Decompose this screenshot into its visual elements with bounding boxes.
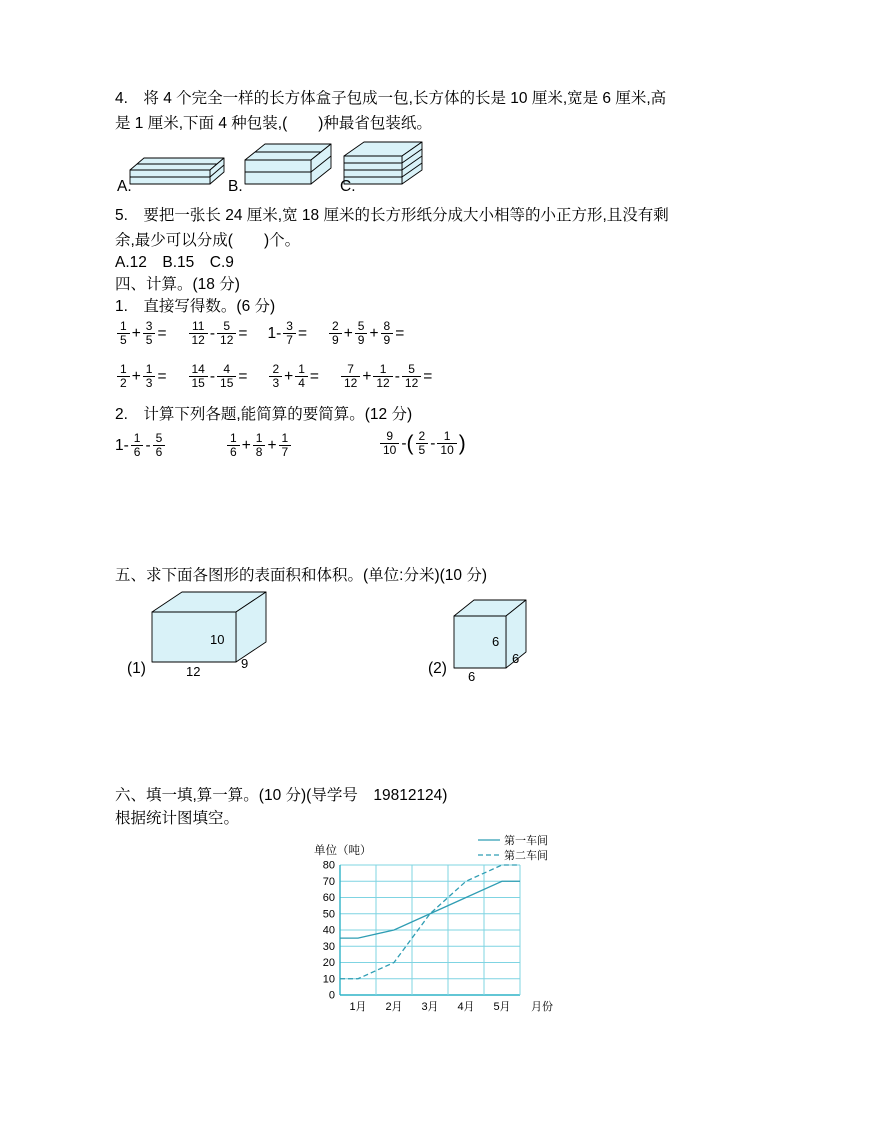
question-5-line-2: 余,最少可以分成( )个。	[115, 232, 301, 249]
question-5-options: A.12 B.15 C.9	[115, 254, 234, 271]
y-axis-tick-label: 20	[322, 957, 335, 969]
calc-expression: $\frac{14}{15}$ - $\frac{4}{15}$ =	[187, 363, 248, 390]
fraction: $\frac{2}{5}$	[416, 430, 429, 457]
x-axis-tick-label: 2月	[385, 1001, 403, 1013]
section-5-title: 五、求下面各图形的表面积和体积。(单位:分米)(10 分)	[115, 567, 488, 584]
package-label-b: B.	[228, 178, 243, 195]
calc-expression: $\frac{2}{3}$ + $\frac{1}{4}$ =	[267, 363, 319, 390]
fraction: $\frac{11}{12}$	[189, 320, 208, 347]
y-axis-tick-label: 10	[322, 973, 335, 986]
simplify-expression-2: $\frac{1}{6}$ + $\frac{1}{8}$ + $\frac{1}{7}$	[225, 432, 293, 459]
dimension-label-length: 12	[186, 664, 201, 679]
question-4-line-2: 是 1 厘米,下面 4 种包装,( )种最省包装纸。	[115, 115, 432, 132]
y-axis-tick-label: 30	[322, 940, 335, 953]
y-axis-tick-label: 50	[322, 908, 335, 921]
x-axis-tick-label: 3月	[421, 1001, 439, 1013]
x-axis-tick-label: 1月	[349, 1001, 367, 1013]
fraction: $\frac{5}{12}$	[217, 320, 236, 347]
package-label-a: A.	[117, 178, 132, 195]
question-4-line-1: 4. 将 4 个完全一样的长方体盒子包成一包,长方体的长是 10 厘米,宽是 6 厘米,高	[115, 90, 667, 107]
y-axis-unit-label: 单位（吨）	[314, 845, 372, 857]
y-axis-tick-label: 60	[322, 892, 335, 904]
statistics-line-chart	[312, 828, 612, 1028]
calc-expression: $\frac{7}{12}$ + $\frac{1}{12}$ - $\frac{5}{12}$ =	[339, 363, 432, 390]
fraction: $\frac{1}{2}$	[117, 363, 130, 390]
fraction: $\frac{1}{5}$	[117, 320, 130, 347]
calc-expression: $\frac{1}{5}$ + $\frac{3}{5}$ =	[115, 320, 167, 347]
legend-label: 第一车间	[504, 835, 548, 847]
figure-2-label: (2)	[428, 660, 447, 677]
y-axis-tick-label: 0	[328, 989, 335, 1002]
fraction: $\frac{8}{9}$	[381, 320, 394, 347]
section-4-sub-2: 2. 计算下列各题,能简算的要简算。(12 分)	[115, 406, 413, 423]
fraction: $\frac{1}{6}$	[131, 432, 144, 459]
fraction: $\frac{1}{10}$	[437, 430, 456, 457]
x-axis-tick-label: 5月	[493, 1001, 511, 1013]
y-axis-tick-label: 40	[322, 924, 335, 937]
fraction: $\frac{5}{12}$	[402, 363, 421, 390]
fraction: $\frac{2}{9}$	[329, 320, 342, 347]
fraction: $\frac{14}{15}$	[189, 363, 208, 390]
fraction: $\frac{1}{7}$	[279, 432, 292, 459]
x-axis-tick-label: 4月	[457, 1001, 475, 1013]
package-label-c: C.	[340, 178, 356, 195]
dimension-label-length: 6	[468, 669, 476, 684]
legend-label: 第二车间	[504, 850, 548, 862]
calc-expression: $\frac{1}{2}$ + $\frac{1}{3}$ =	[115, 363, 167, 390]
fraction: $\frac{3}{7}$	[283, 320, 296, 347]
section-6-subtitle: 根据统计图填空。	[115, 810, 240, 827]
fraction: $\frac{1}{4}$	[295, 363, 308, 390]
y-axis-tick-label: 70	[322, 875, 335, 888]
fraction: $\frac{1}{3}$	[143, 363, 156, 390]
cube-figure-2	[450, 594, 545, 684]
x-axis-title: 月份	[531, 1001, 553, 1013]
dimension-label-width: 9	[241, 656, 249, 671]
section-4-sub-1: 1. 直接写得数。(6 分)	[115, 298, 276, 315]
section-6-title: 六、填一填,算一算。(10 分)(导学号 19812124)	[115, 787, 448, 804]
fraction: $\frac{5}{9}$	[355, 320, 368, 347]
simplify-expression-3: $\frac{9}{10}$ - ( $\frac{2}{5}$ - $\frac{1}{10}$ )	[378, 430, 466, 457]
y-axis-tick-label: 80	[322, 859, 335, 872]
dimension-label-height: 10	[210, 632, 225, 647]
section-4-title: 四、计算。(18 分)	[115, 276, 240, 293]
fraction: $\frac{2}{3}$	[269, 363, 282, 390]
fraction: $\frac{9}{10}$	[380, 430, 399, 457]
direct-calc-row-2	[115, 363, 432, 390]
fraction: $\frac{5}{6}$	[153, 432, 166, 459]
calc-expression: $\frac{2}{9}$ + $\frac{5}{9}$ + $\frac{8}{9}$ =	[327, 320, 404, 347]
figure-1-label: (1)	[127, 660, 146, 677]
fraction: $\frac{4}{15}$	[217, 363, 236, 390]
fraction: $\frac{1}{12}$	[373, 363, 392, 390]
calc-expression: 1 - $\frac{3}{7}$ =	[267, 319, 307, 348]
direct-calc-row-1	[115, 320, 404, 347]
fraction: $\frac{3}{5}$	[143, 320, 156, 347]
fraction: $\frac{1}{8}$	[253, 432, 266, 459]
package-figure-b	[243, 138, 335, 190]
simplify-expression-1: 1 - $\frac{1}{6}$ - $\frac{5}{6}$	[115, 432, 167, 459]
dimension-label-height: 6	[492, 634, 500, 649]
question-5-line-1: 5. 要把一张长 24 厘米,宽 18 厘米的长方形纸分成大小相等的小正方形,且没有剩	[115, 207, 669, 224]
calc-expression: $\frac{11}{12}$ - $\frac{5}{12}$ =	[187, 320, 248, 347]
cuboid-figure-1	[148, 586, 278, 681]
fraction: $\frac{7}{12}$	[341, 363, 360, 390]
chart-container	[312, 828, 612, 1028]
fraction: $\frac{1}{6}$	[227, 432, 240, 459]
series-line-dashed	[340, 865, 520, 979]
dimension-label-width: 6	[512, 651, 520, 666]
package-figure-a	[128, 144, 232, 190]
